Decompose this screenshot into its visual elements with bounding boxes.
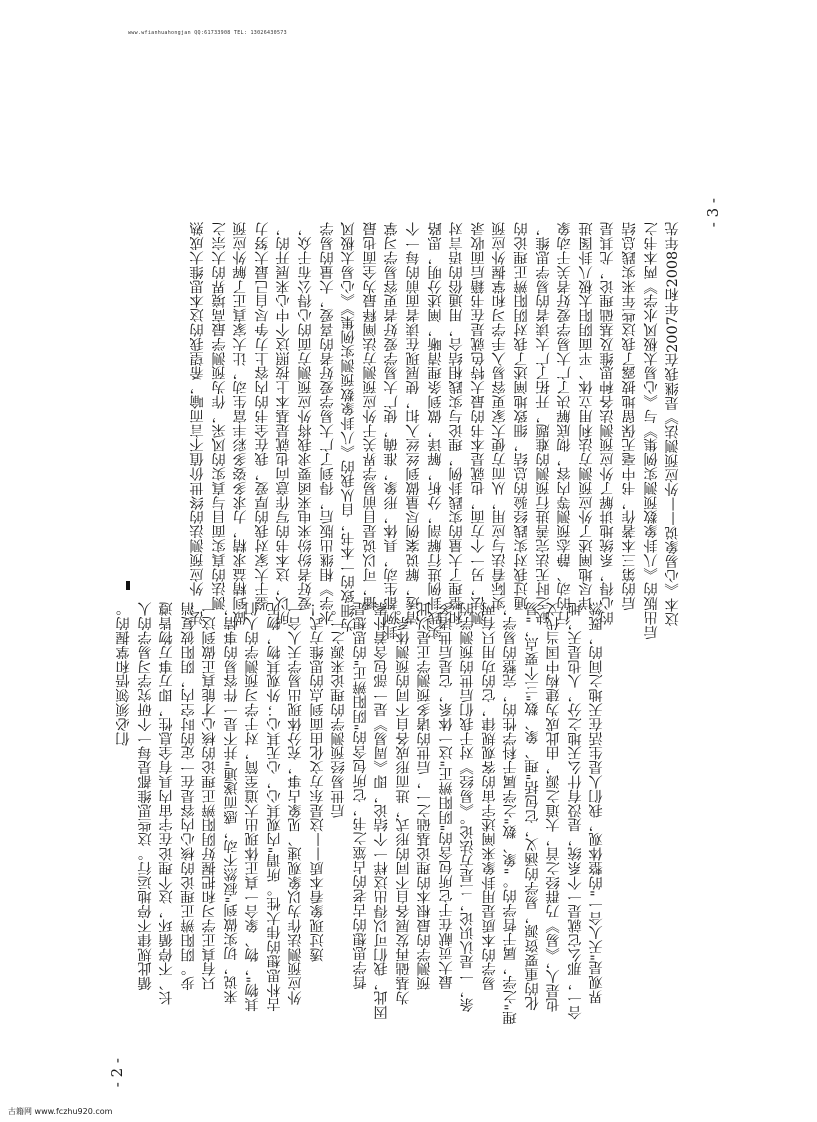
text-line: 外应预测法作为以象观速、见象占事，充分体现出易学天人合一 bbox=[288, 602, 304, 1006]
page-header: www.wfianhuahongjan QQ:61733908 TEL: 13026430573 bbox=[128, 30, 287, 36]
text-line: 透过现象看本质——这是东方文化由面到点的思维方式！ bbox=[309, 602, 326, 962]
text-line: 合一，那么它就是一个系统，是没有什么天地之分，人也是天，地 bbox=[567, 602, 584, 1020]
scan-mark bbox=[126, 581, 130, 590]
text-line: 来说，切实做到"寂然不动，感而遂通"并不是一件容易的事情， bbox=[223, 602, 240, 1005]
text-line: 做到精益求精，力求多姿多彩丰富生动，让大家真正了解外应预 bbox=[233, 222, 250, 626]
text-line: 哲学思想的古老的占筮之书，它所包含的"阴阳辨正"的思想是 bbox=[352, 602, 369, 990]
text-line: 水学》相继出版后，得到了广大易学爱好者的喜爱，大量的易学 bbox=[319, 222, 336, 626]
text-line: 条，一是认识论，二是方法论。《易经》对于我们后世的预测学的 bbox=[460, 602, 476, 1013]
text-line: 古朴思想的伟大性。所谓"内观其心，心无其心；外观其物，物无 bbox=[266, 602, 283, 1012]
text-line: 后世易经预测学的理论来源之一。 bbox=[331, 602, 347, 818]
text-line: 详尽地阐述了外应预测方法利用立体、平面阴阳太极八卦图进 bbox=[578, 222, 595, 611]
text-line: 为细致的一本书，自从我的《八卦象数预测实例集》《心易太极风 bbox=[341, 222, 358, 633]
text-line: 的心得，系统地讲解了外应预测法各种思维及基础理论，尤其是 bbox=[600, 222, 617, 626]
text-line: 因此，我们可以得出这样一个结论，即《周易》是一部包含着朴素 bbox=[374, 602, 390, 1020]
text-line: 法，外应预测法的终世价值不言而喻，希望我的这本思维大成熟 bbox=[190, 222, 206, 626]
text-line: 最大贡献在于它所包含的"阴阳辨正"这一体系，它是后世诸多 bbox=[438, 602, 455, 990]
text-line: 通过我对实践经验的总结，细致地阐述了我对阴阳辨正理论的 bbox=[514, 222, 530, 611]
text-line: 和整理了大量的实践卦例，理论与实践相结合，用通俗的语言对 bbox=[449, 222, 466, 626]
text-line: 步。阴阳辨正理论的核心内容是在一定的时空内，阴阳彼复消 bbox=[180, 602, 197, 991]
page-number-left: - 2 - bbox=[108, 1058, 126, 1088]
text-line: 缺乏时无法完善进行预测的难题，开拓了广大读者的易学思维， bbox=[535, 222, 552, 626]
text-line: 这本《心易象说——外应预测法》是继我在2007年和2008年先 bbox=[665, 222, 682, 627]
text-line: 清透，解说案例尽量做到丝丝入扣，使展现在读者面前的每一个 bbox=[406, 222, 422, 626]
text-line: 化的重要资源，易学的涵义，它包括"理、象、数"三个要点，"易 bbox=[524, 602, 541, 1011]
text-line: 鉴于大家对我的厚爱，我在全书的内容上力争尽自己最大努力 bbox=[254, 222, 271, 611]
text-line: 后出版的《八卦象数预测实例集》与《心易太极风水学》两本书之 bbox=[643, 222, 660, 640]
text-line: 理"之学，属于哲学的。"象、数"之学属于科学性的，完整的易学， bbox=[503, 602, 519, 1026]
page-number-right: - 3 - bbox=[704, 198, 722, 228]
text-line: 其物"，物、象合一真正体现出大道至简，对于学习预测学的人们 bbox=[245, 602, 261, 1012]
text-line: 也是人，《易》乃群经之首，大道之源，由此成为建构中国当代文 bbox=[546, 602, 562, 1013]
text-line: 所以，这本书的写作意向也就是基本上按照这个中心来展开的， bbox=[276, 222, 293, 626]
text-line: 实践卦例进行解剖，分析，解译，做到条理清晰，阐述分明，思路 bbox=[427, 222, 444, 640]
text-line: 为基础再发展各自不同的形式，进而形成各自不同的预测体系。 bbox=[395, 602, 412, 1006]
text-line: 爱好者纷纷来电来函要求我将外应预测方面的心得公布于众， bbox=[298, 222, 314, 611]
text-line: 实际看法与应用，从而方便大家更容易入手学习和掌握外应预 bbox=[492, 222, 509, 611]
text-line: 长、不停循环，这个理论在宇宙内具有全息性，即万事万物皆遵 bbox=[159, 602, 175, 1006]
text-line: 们必须领悟和掌握的。 bbox=[116, 602, 132, 746]
text-line: 后的第三本著作，书中毫无保留地披露了我这些年来实践总结 bbox=[622, 222, 638, 611]
text-line: 行的动、静态预测等内容，彻底解决了广大易学爱好者关于动象 bbox=[557, 222, 574, 626]
text-line: 只有真正学习和把握好阴阳辨正理论的核心才能真正做到这一 bbox=[202, 602, 218, 991]
text-line: 循此规律不停地运行。这些思维都是每一个研究学习易学的人 bbox=[137, 602, 154, 991]
text-line: 预测学的最根本的理论基础之一，后世的诸多预测学正是以此 bbox=[417, 602, 433, 991]
text-line: 测法，另一个方面，也就是本书的最大特色就是在书籍后面收录 bbox=[470, 222, 487, 626]
text-line: 卦例都生动，具体，形象，准确，使广大易学爱好者更容易学习掌 bbox=[384, 222, 401, 640]
text-line: 易学的本质是用卦象来阐述宇宙的客观规律，它的功用只有两 bbox=[481, 602, 498, 991]
text-line: 界观是"天人合一"的整体观，我们人是生活在天地之间的，既然 bbox=[589, 602, 605, 1005]
text-line: 测法的真实面目与真实的风采，作为预测学最高境界的大宗之 bbox=[211, 222, 228, 611]
text-line: 播，可以说是目前易学界关于外应预测方法阐释最为全面也最 bbox=[362, 222, 379, 611]
page-footer: 古籍网 www.fczhu920.com bbox=[8, 1107, 113, 1116]
